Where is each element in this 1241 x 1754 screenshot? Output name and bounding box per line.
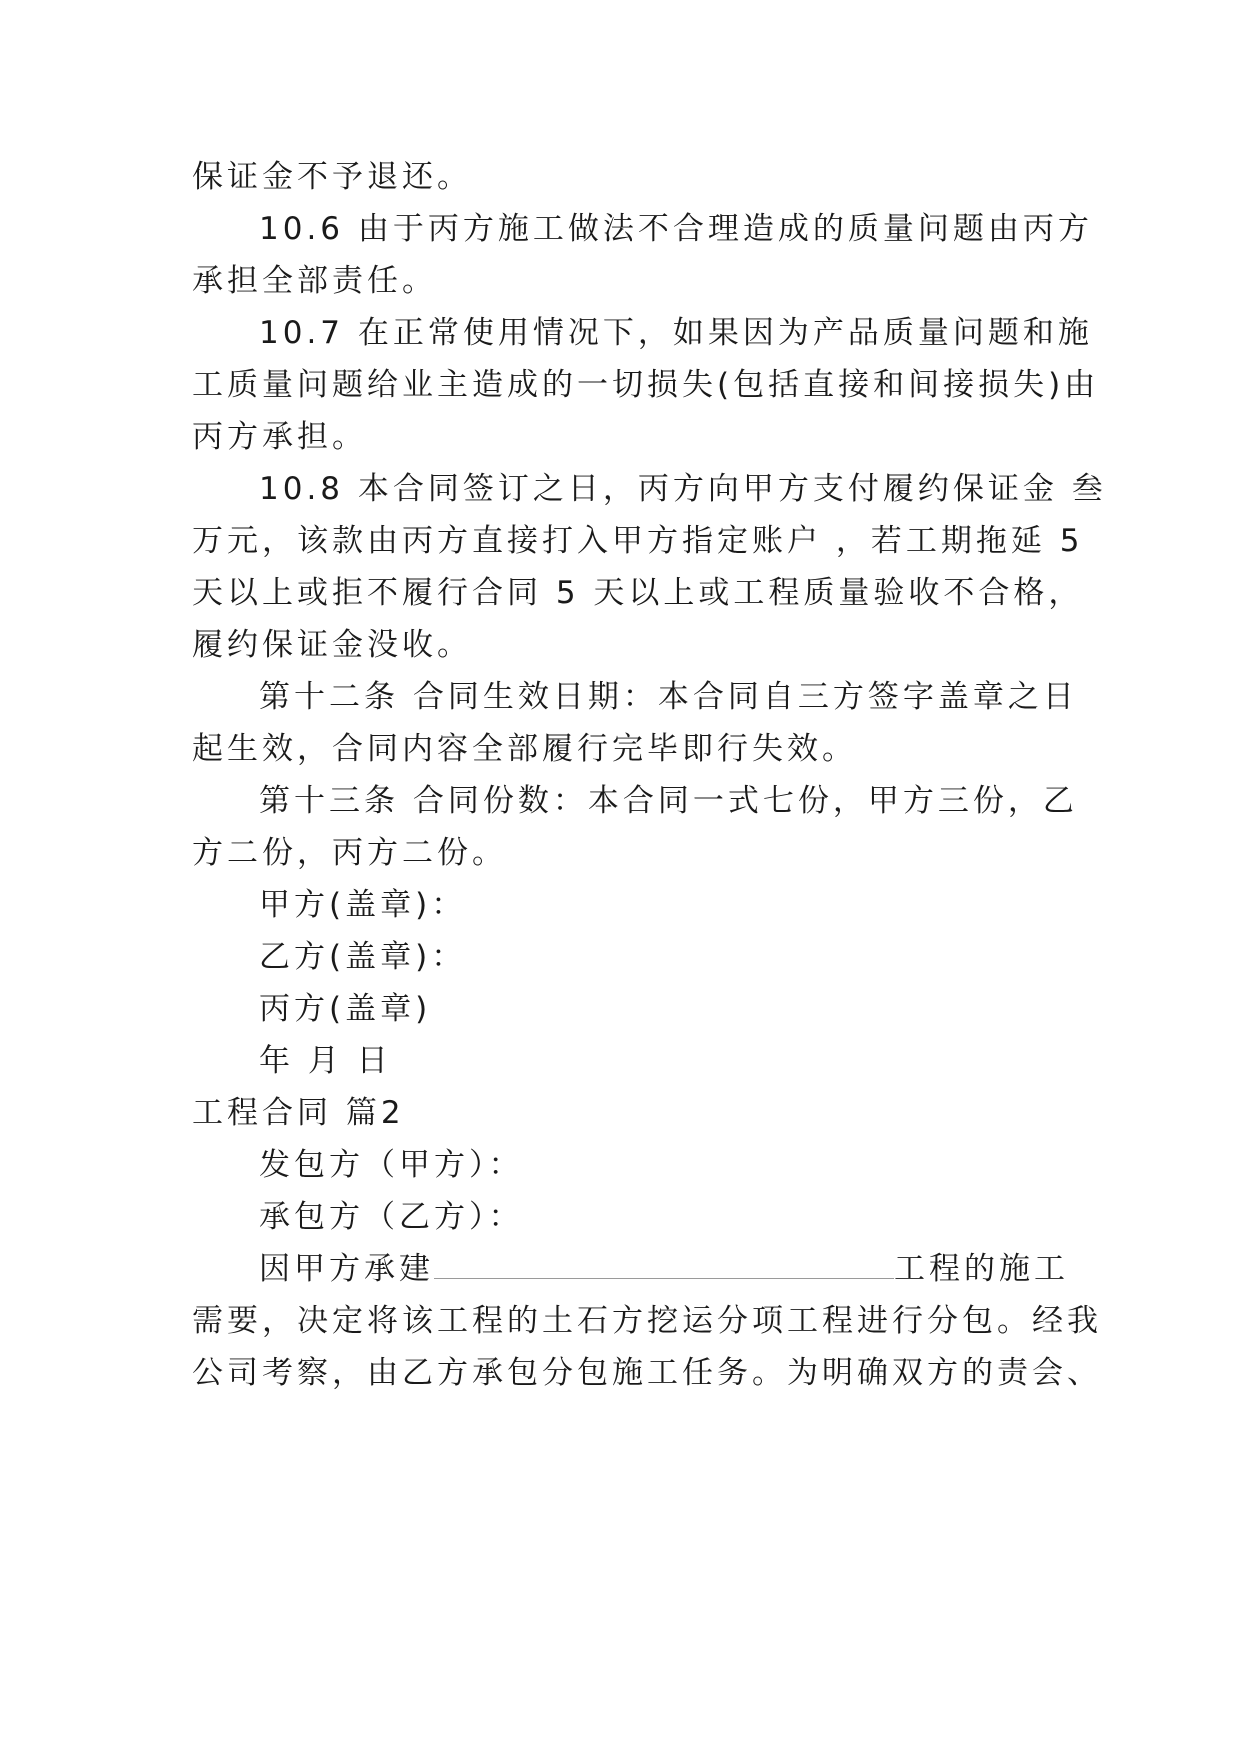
date-line: 年 月 日	[259, 1043, 392, 1079]
text-line: 第十二条 合同生效日期：本合同自三方签字盖章之日	[259, 679, 1078, 715]
text-line: 公司考察，由乙方承包分包施工任务。为明确双方的责会、	[192, 1355, 1102, 1391]
project-line	[259, 1249, 1069, 1289]
text-line: 履约保证金没收。	[192, 627, 472, 663]
text-line: 丙方承担。	[192, 419, 367, 455]
text-line: 方二份，丙方二份。	[192, 835, 507, 871]
text-fragment: 因甲方承建	[259, 1251, 434, 1287]
employer-line: 发包方（甲方）：	[259, 1147, 524, 1183]
text-line: 第十三条 合同份数：本合同一式七份，甲方三份，乙	[259, 783, 1078, 819]
text-line: 承担全部责任。	[192, 263, 437, 299]
text-line: 保证金不予退还。	[192, 159, 472, 195]
signature-party-c: 丙方(盖章)	[259, 991, 432, 1027]
text-fragment: 工程的施工	[894, 1251, 1069, 1287]
section-heading: 工程合同 篇2	[192, 1095, 405, 1131]
text-line: 天以上或拒不履行合同 5 天以上或工程质量验收不合格，	[192, 575, 1084, 611]
text-line: 起生效，合同内容全部履行完毕即行失效。	[192, 731, 857, 767]
text-line: 工质量问题给业主造成的一切损失(包括直接和间接损失)由	[192, 367, 1100, 403]
signature-party-b: 乙方(盖章)：	[259, 939, 467, 975]
text-line: 需要，决定将该工程的土石方挖运分项工程进行分包。经我	[192, 1303, 1102, 1339]
text-line: 10.8 本合同签订之日，丙方向甲方支付履约保证金 叁	[259, 471, 1107, 507]
signature-party-a: 甲方(盖章)：	[259, 887, 467, 923]
fill-in-blank	[434, 1250, 894, 1279]
text-line: 万元，该款由丙方直接打入甲方指定账户 ，若工期拖延 5	[192, 523, 1084, 559]
contractor-line: 承包方（乙方）：	[259, 1199, 524, 1235]
text-line: 10.7 在正常使用情况下，如果因为产品质量问题和施	[259, 315, 1093, 351]
text-line: 10.6 由于丙方施工做法不合理造成的质量问题由丙方	[259, 211, 1093, 247]
